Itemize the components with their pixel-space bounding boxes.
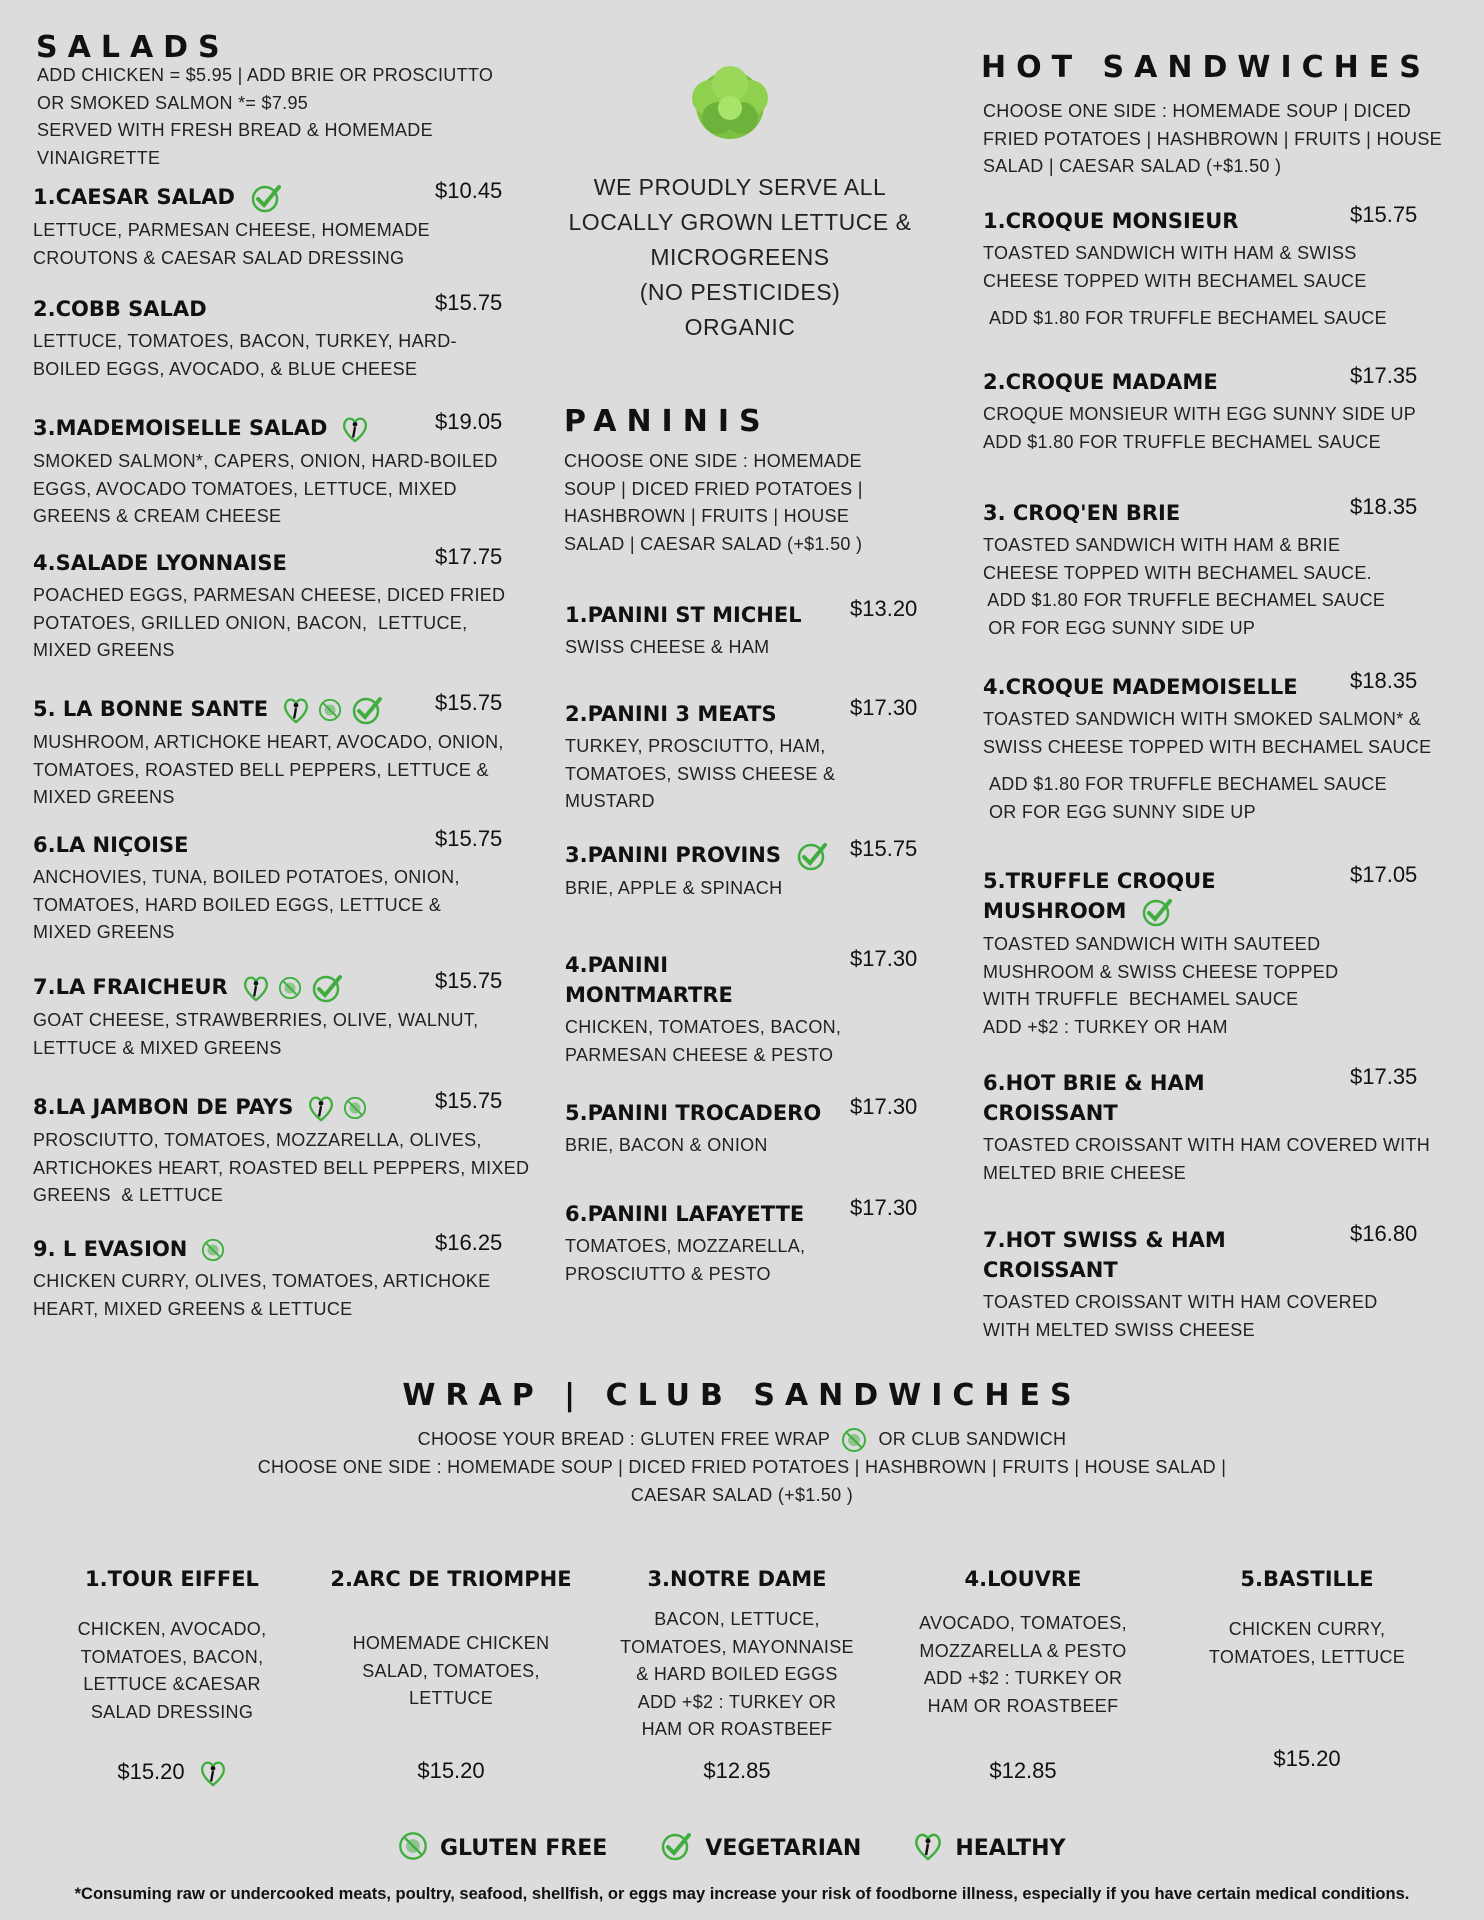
item-name: 7.HOT SWISS & HAM CROISSANT bbox=[983, 1228, 1226, 1282]
hot-item bbox=[983, 668, 1453, 826]
extra-line: ADD $1.80 FOR TRUFFLE BECHAMEL SAUCE bbox=[989, 774, 1387, 794]
item-description bbox=[565, 733, 935, 816]
wrap-item bbox=[1172, 1564, 1442, 1771]
item-extra bbox=[983, 771, 1453, 826]
description-line: CHICKEN, TOMATOES, BACON, bbox=[565, 1017, 842, 1037]
wrap-bread-text-b: OR CLUB SANDWICH bbox=[878, 1429, 1067, 1449]
item-name-row bbox=[983, 367, 1330, 397]
item-name: 2.COBB SALAD bbox=[33, 297, 207, 321]
extra-line: OR FOR EGG SUNNY SIDE UP bbox=[989, 801, 1256, 822]
item-price: $17.30 bbox=[850, 695, 918, 720]
item-name: 6.PANINI LAFAYETTE bbox=[565, 1202, 805, 1226]
item-price: $15.20 bbox=[1273, 1746, 1341, 1771]
item-price: $17.75 bbox=[435, 544, 503, 569]
description-line: ADD $1.80 FOR TRUFFLE BECHAMEL SAUCE bbox=[983, 590, 1386, 610]
description-line: ANCHOVIES, TUNA, BOILED POTATOES, ONION, bbox=[33, 867, 460, 887]
intro-line: WE PROUDLY SERVE ALL bbox=[593, 174, 887, 200]
description-line: MELTED BRIE CHEESE bbox=[983, 1162, 1187, 1183]
item-name: 2.ARC DE TRIOMPHE bbox=[330, 1567, 572, 1591]
healthy-icon bbox=[282, 695, 310, 725]
description-line: MUSHROOM, ARTICHOKE HEART, AVOCADO, ONION, bbox=[33, 732, 504, 752]
panini-item bbox=[565, 1094, 935, 1160]
item-name-row bbox=[33, 1234, 415, 1264]
description-line: MIXED GREENS bbox=[33, 640, 175, 660]
item-name: 4.CROQUE MADEMOISELLE bbox=[983, 675, 1298, 699]
intro-line: LOCALLY GROWN LETTUCE & bbox=[568, 209, 912, 235]
item-price: $15.75 bbox=[1350, 202, 1418, 227]
item-price: $17.30 bbox=[850, 946, 918, 971]
hot-note-line: CHOOSE ONE SIDE : HOMEMADE SOUP | DICED bbox=[983, 101, 1412, 121]
salad-item bbox=[33, 290, 513, 383]
salads-note-line: OR SMOKED SALMON *= $7.95 bbox=[37, 92, 309, 113]
description-line: BRIE, BACON & ONION bbox=[565, 1135, 768, 1155]
description-line: LETTUCE bbox=[408, 1688, 494, 1708]
item-description bbox=[33, 1007, 513, 1062]
item-name: 1.TOUR EIFFEL bbox=[85, 1567, 259, 1591]
item-name: 5.PANINI TROCADERO bbox=[565, 1101, 822, 1125]
item-name: 6.HOT BRIE & HAM CROISSANT bbox=[983, 1071, 1205, 1125]
description-line: ADD +$2 : TURKEY OR bbox=[923, 1668, 1123, 1688]
item-name: 9. L EVASION bbox=[33, 1237, 188, 1261]
item-icons bbox=[282, 695, 384, 725]
item-description bbox=[33, 217, 513, 272]
item-name: 5.TRUFFLE CROQUE MUSHROOM bbox=[983, 869, 1216, 923]
wrap-item bbox=[37, 1564, 307, 1784]
item-name-row bbox=[983, 866, 1330, 927]
paninis-notes bbox=[564, 448, 904, 558]
legend-vegetarian: VEGETARIAN bbox=[705, 1836, 862, 1861]
hot-item bbox=[983, 1064, 1453, 1187]
gluten-free-icon bbox=[398, 1831, 428, 1866]
description-line: AVOCADO, TOMATOES, bbox=[919, 1613, 1127, 1633]
paninis-heading: PANINIS bbox=[564, 404, 771, 439]
item-name-row bbox=[33, 1092, 415, 1123]
wrap-bread-text-a: CHOOSE YOUR BREAD : GLUTEN FREE WRAP bbox=[417, 1429, 830, 1449]
healthy-icon bbox=[242, 973, 270, 1003]
description-line: HEART, MIXED GREENS & LETTUCE bbox=[33, 1298, 353, 1319]
wrap-item bbox=[602, 1564, 872, 1783]
item-price: $15.75 bbox=[435, 290, 503, 315]
description-line: PROSCIUTTO & PESTO bbox=[565, 1263, 771, 1284]
item-price: $10.45 bbox=[435, 178, 503, 203]
description-line: MUSHROOM & SWISS CHEESE TOPPED bbox=[983, 961, 1339, 982]
salad-item bbox=[33, 826, 513, 947]
item-name-row bbox=[33, 972, 415, 1003]
item-name: 5.BASTILLE bbox=[1240, 1567, 1374, 1591]
panini-item bbox=[565, 1195, 935, 1288]
item-description bbox=[983, 240, 1453, 295]
item-description bbox=[565, 1233, 935, 1288]
description-line: ADD +$2 : TURKEY OR HAM bbox=[983, 1016, 1228, 1037]
description-line: HAM OR ROASTBEEF bbox=[927, 1695, 1119, 1716]
salad-item bbox=[33, 544, 513, 665]
salad-item bbox=[33, 1088, 530, 1210]
item-name: 5. LA BONNE SANTE bbox=[33, 697, 269, 721]
panini-item bbox=[565, 836, 935, 903]
item-description bbox=[602, 1606, 872, 1744]
description-line: HAM OR ROASTBEEF bbox=[641, 1719, 833, 1739]
item-description bbox=[316, 1630, 586, 1713]
item-price: $15.75 bbox=[850, 836, 918, 861]
item-price: $15.75 bbox=[435, 690, 503, 715]
vegetarian-icon bbox=[1140, 897, 1174, 927]
description-line: MIXED GREENS bbox=[33, 787, 175, 807]
item-price: $15.75 bbox=[435, 968, 503, 993]
item-name-row bbox=[33, 830, 415, 860]
gluten-free-icon bbox=[201, 1238, 225, 1262]
description-line: SMOKED SALMON*, CAPERS, ONION, HARD-BOILED bbox=[33, 451, 498, 471]
item-name-row bbox=[983, 672, 1330, 702]
item-price: $15.75 bbox=[435, 826, 503, 851]
item-name-row bbox=[33, 294, 415, 324]
description-line: TOMATOES, SWISS CHEESE & bbox=[565, 763, 836, 784]
vegetarian-icon bbox=[795, 841, 829, 871]
item-price: $13.20 bbox=[850, 596, 918, 621]
salads-heading: SALADS bbox=[36, 30, 230, 65]
description-line: LETTUCE, TOMATOES, BACON, TURKEY, HARD- bbox=[33, 331, 457, 351]
item-description bbox=[33, 1268, 513, 1323]
description-line: GREENS & CREAM CHEESE bbox=[33, 506, 282, 526]
item-name-row bbox=[565, 1199, 830, 1229]
item-price: $15.20 bbox=[417, 1758, 485, 1783]
hot-item bbox=[983, 862, 1453, 1041]
item-price: $16.25 bbox=[435, 1230, 503, 1255]
description-line: CHEESE TOPPED WITH BECHAMEL SAUCE. bbox=[983, 562, 1372, 583]
item-description bbox=[565, 634, 935, 662]
description-line: WITH TRUFFLE BECHAMEL SAUCE bbox=[983, 989, 1299, 1009]
item-name-row bbox=[565, 950, 830, 1010]
item-description bbox=[565, 1014, 935, 1069]
item-name: 3.MADEMOISELLE SALAD bbox=[33, 416, 328, 440]
description-line: TOMATOES, BACON, bbox=[80, 1646, 264, 1667]
hot-note-line: FRIED POTATOES | HASHBROWN | FRUITS | HOUSE bbox=[983, 128, 1442, 149]
item-name-row bbox=[983, 1068, 1330, 1128]
salads-note-line: SERVED WITH FRESH BREAD & HOMEMADE bbox=[37, 120, 433, 140]
gluten-free-icon bbox=[278, 976, 302, 1000]
item-name-row bbox=[983, 206, 1330, 236]
description-line: MOZZARELLA & PESTO bbox=[919, 1640, 1127, 1661]
wrap-side-lines bbox=[0, 1454, 1484, 1509]
item-price: $17.35 bbox=[1350, 363, 1418, 388]
item-name-row bbox=[983, 1225, 1330, 1285]
item-name-row bbox=[565, 600, 830, 630]
salads-note-line: ADD CHICKEN = $5.95 | ADD BRIE OR PROSCIUTTO bbox=[37, 65, 494, 85]
vegetarian-icon bbox=[659, 1831, 693, 1866]
item-price-row bbox=[602, 1758, 872, 1784]
item-icons bbox=[242, 973, 344, 1003]
description-line: ADD $1.80 FOR TRUFFLE BECHAMEL SAUCE bbox=[983, 431, 1381, 452]
description-line: EGGS, AVOCADO TOMATOES, LETTUCE, MIXED bbox=[33, 478, 457, 499]
description-line: POTATOES, GRILLED ONION, BACON, LETTUCE, bbox=[33, 612, 468, 633]
panini-item bbox=[565, 695, 935, 816]
item-description bbox=[565, 875, 935, 903]
description-line: CROUTONS & CAESAR SALAD DRESSING bbox=[33, 247, 405, 268]
hot-sandwiches-heading: HOT SANDWICHES bbox=[981, 50, 1431, 85]
item-extra bbox=[983, 305, 1453, 333]
item-name-row bbox=[33, 694, 415, 725]
paninis-note-line: SOUP | DICED FRIED POTATOES | bbox=[564, 478, 863, 499]
item-price: $17.30 bbox=[850, 1195, 918, 1220]
description-line: LETTUCE, PARMESAN CHEESE, HOMEMADE bbox=[33, 220, 430, 240]
item-name: 3.PANINI PROVINS bbox=[565, 843, 782, 867]
item-name-row bbox=[565, 840, 830, 871]
item-icons bbox=[199, 1758, 227, 1788]
item-description bbox=[983, 931, 1453, 1041]
description-line: MIXED GREENS bbox=[33, 922, 175, 942]
item-price-row bbox=[316, 1758, 586, 1784]
salads-note-line: VINAIGRETTE bbox=[37, 147, 161, 168]
item-description bbox=[33, 328, 513, 383]
description-line: SALAD, TOMATOES, bbox=[362, 1660, 540, 1681]
item-name-row bbox=[983, 498, 1330, 528]
item-price: $18.35 bbox=[1350, 668, 1418, 693]
item-price: $17.05 bbox=[1350, 862, 1418, 887]
item-name: 1.PANINI ST MICHEL bbox=[565, 603, 802, 627]
item-description bbox=[33, 864, 513, 947]
item-name: 6.LA NIÇOISE bbox=[33, 833, 189, 857]
description-line: TOMATOES, LETTUCE bbox=[1208, 1646, 1406, 1667]
healthy-icon bbox=[913, 1830, 943, 1867]
item-price-row bbox=[37, 1758, 307, 1788]
item-name-row bbox=[33, 548, 415, 578]
gluten-free-icon bbox=[841, 1427, 867, 1453]
salad-item bbox=[33, 409, 513, 531]
intro-line: (NO PESTICIDES) bbox=[639, 279, 841, 305]
description-line: PARMESAN CHEESE & PESTO bbox=[565, 1044, 834, 1065]
description-line: CHICKEN CURRY, bbox=[1228, 1619, 1386, 1639]
item-name: 3.NOTRE DAME bbox=[647, 1567, 827, 1591]
description-line: POACHED EGGS, PARMESAN CHEESE, DICED FRIED bbox=[33, 585, 506, 605]
salad-item bbox=[33, 690, 513, 812]
item-icons bbox=[1140, 897, 1174, 927]
item-price: $17.35 bbox=[1350, 1064, 1418, 1089]
item-price: $12.85 bbox=[989, 1758, 1057, 1783]
legend-healthy: HEALTHY bbox=[955, 1836, 1066, 1861]
description-line: & HARD BOILED EGGS bbox=[636, 1664, 838, 1684]
description-line: GREENS & LETTUCE bbox=[33, 1185, 224, 1205]
item-description bbox=[888, 1610, 1158, 1720]
item-price-row bbox=[1172, 1746, 1442, 1772]
hot-item bbox=[983, 1221, 1453, 1344]
item-price: $12.85 bbox=[703, 1758, 771, 1783]
item-description bbox=[33, 1127, 530, 1210]
panini-item bbox=[565, 946, 935, 1069]
description-line: OR FOR EGG SUNNY SIDE UP bbox=[983, 617, 1256, 638]
description-line: PROSCIUTTO, TOMATOES, MOZZARELLA, OLIVES, bbox=[33, 1130, 482, 1150]
salad-item bbox=[33, 178, 513, 272]
item-description bbox=[1172, 1616, 1442, 1671]
vegetarian-icon bbox=[310, 973, 344, 1003]
description-line: HOMEMADE CHICKEN bbox=[352, 1633, 550, 1653]
gluten-free-icon bbox=[318, 698, 342, 722]
item-name-row bbox=[33, 182, 415, 213]
item-price: $19.05 bbox=[435, 409, 503, 434]
item-price: $18.35 bbox=[1350, 494, 1418, 519]
item-description bbox=[33, 729, 513, 812]
item-price: $17.30 bbox=[850, 1094, 918, 1119]
description-line: LETTUCE &CAESAR bbox=[83, 1674, 261, 1694]
wrap-club-heading: WRAP | CLUB SANDWICHES bbox=[402, 1378, 1082, 1413]
item-icons bbox=[795, 841, 829, 871]
item-description bbox=[565, 1132, 935, 1160]
intro-text bbox=[540, 170, 940, 345]
hot-item bbox=[983, 494, 1453, 642]
description-line: SWISS CHEESE & HAM bbox=[565, 637, 770, 657]
description-line: CHEESE TOPPED WITH BECHAMEL SAUCE bbox=[983, 270, 1367, 291]
description-line: BACON, LETTUCE, bbox=[654, 1609, 820, 1629]
vegetarian-icon bbox=[249, 183, 283, 213]
item-name: 4.SALADE LYONNAISE bbox=[33, 551, 287, 575]
description-line: TOMATOES, HARD BOILED EGGS, LETTUCE & bbox=[33, 894, 442, 915]
healthy-icon bbox=[307, 1093, 335, 1123]
description-line: TOMATOES, MAYONNAISE bbox=[620, 1636, 854, 1657]
item-icons bbox=[341, 414, 369, 444]
paninis-note-line: SALAD | CAESAR SALAD (+$1.50 ) bbox=[564, 533, 863, 554]
description-line: CROQUE MONSIEUR WITH EGG SUNNY SIDE UP bbox=[983, 404, 1417, 424]
vegetarian-icon bbox=[350, 695, 384, 725]
item-name-row bbox=[565, 1098, 830, 1128]
description-line: TOASTED SANDWICH WITH SAUTEED bbox=[983, 934, 1321, 954]
item-description bbox=[37, 1616, 307, 1726]
description-line: LETTUCE & MIXED GREENS bbox=[33, 1037, 282, 1058]
panini-item bbox=[565, 596, 935, 662]
item-name-row bbox=[33, 413, 415, 444]
description-line: TOASTED CROISSANT WITH HAM COVERED bbox=[983, 1292, 1378, 1312]
legend bbox=[398, 1830, 1066, 1867]
salad-item bbox=[33, 1230, 513, 1323]
description-line: SWISS CHEESE TOPPED WITH BECHAMEL SAUCE bbox=[983, 736, 1432, 757]
intro-line: ORGANIC bbox=[684, 314, 796, 340]
item-name: 1.CAESAR SALAD bbox=[33, 185, 235, 209]
disclaimer: *Consuming raw or undercooked meats, poultry, seafood, shellfish, or eggs may increase your risk of foodborne illness, especially if you have certain medical conditions. bbox=[74, 1885, 1410, 1903]
healthy-icon bbox=[341, 414, 369, 444]
description-line: TURKEY, PROSCIUTTO, HAM, bbox=[565, 736, 826, 756]
item-icons bbox=[307, 1093, 367, 1123]
wrap-bread-line bbox=[0, 1426, 1484, 1454]
salads-notes bbox=[37, 62, 537, 172]
item-price: $16.80 bbox=[1350, 1221, 1418, 1246]
hot-item bbox=[983, 363, 1453, 456]
item-name-row bbox=[565, 699, 830, 729]
extra-line: ADD $1.80 FOR TRUFFLE BECHAMEL SAUCE bbox=[989, 308, 1387, 328]
item-name: 2.CROQUE MADAME bbox=[983, 370, 1218, 394]
item-icons bbox=[249, 183, 283, 213]
description-line: TOASTED SANDWICH WITH HAM & BRIE bbox=[983, 535, 1341, 555]
description-line: ADD +$2 : TURKEY OR bbox=[637, 1691, 837, 1712]
item-price-row bbox=[888, 1758, 1158, 1784]
item-description bbox=[33, 448, 513, 531]
item-name: 8.LA JAMBON DE PAYS bbox=[33, 1095, 294, 1119]
description-line: TOASTED SANDWICH WITH SMOKED SALMON* & bbox=[983, 709, 1422, 729]
hot-notes bbox=[983, 98, 1463, 181]
wrap-side-line: CAESAR SALAD (+$1.50 ) bbox=[630, 1484, 854, 1505]
item-price: $15.20 bbox=[117, 1758, 185, 1784]
paninis-note-line: CHOOSE ONE SIDE : HOMEMADE bbox=[564, 451, 862, 471]
description-line: TOMATOES, ROASTED BELL PEPPERS, LETTUCE & bbox=[33, 759, 489, 780]
gluten-free-icon bbox=[343, 1096, 367, 1120]
description-line: SALAD DRESSING bbox=[90, 1701, 254, 1722]
item-description bbox=[983, 706, 1453, 761]
item-description bbox=[983, 1132, 1453, 1187]
description-line: ARTICHOKES HEART, ROASTED BELL PEPPERS, MIXED bbox=[33, 1157, 530, 1178]
description-line: TOASTED CROISSANT WITH HAM COVERED WITH bbox=[983, 1135, 1431, 1155]
description-line: BOILED EGGS, AVOCADO, & BLUE CHEESE bbox=[33, 358, 418, 379]
paninis-note-line: HASHBROWN | FRUITS | HOUSE bbox=[564, 506, 850, 526]
wrap-item bbox=[316, 1564, 586, 1783]
description-line: CHICKEN CURRY, OLIVES, TOMATOES, ARTICHOKE bbox=[33, 1271, 491, 1291]
description-line: BRIE, APPLE & SPINACH bbox=[565, 878, 783, 898]
description-line: WITH MELTED SWISS CHEESE bbox=[983, 1319, 1255, 1340]
item-description bbox=[33, 582, 513, 665]
item-name: 1.CROQUE MONSIEUR bbox=[983, 209, 1239, 233]
item-name: 4.LOUVRE bbox=[964, 1567, 1082, 1591]
item-description bbox=[983, 401, 1453, 456]
item-name: 4.PANINI MONTMARTRE bbox=[565, 953, 733, 1007]
hot-note-line: SALAD | CAESAR SALAD (+$1.50 ) bbox=[983, 156, 1282, 176]
legend-gluten-free: GLUTEN FREE bbox=[440, 1836, 608, 1861]
description-line: GOAT CHEESE, STRAWBERRIES, OLIVE, WALNUT, bbox=[33, 1010, 479, 1030]
item-name: 2.PANINI 3 MEATS bbox=[565, 702, 777, 726]
description-line: MUSTARD bbox=[565, 791, 655, 811]
healthy-icon bbox=[199, 1758, 227, 1788]
lettuce-image bbox=[680, 60, 780, 150]
description-line: TOASTED SANDWICH WITH HAM & SWISS bbox=[983, 243, 1357, 263]
wrap-item bbox=[888, 1564, 1158, 1783]
description-line: TOMATOES, MOZZARELLA, bbox=[565, 1236, 806, 1256]
item-name: 3. CROQ'EN BRIE bbox=[983, 501, 1181, 525]
item-description bbox=[983, 532, 1453, 642]
item-price: $15.75 bbox=[435, 1088, 503, 1113]
hot-item bbox=[983, 202, 1453, 333]
item-name: 7.LA FRAICHEUR bbox=[33, 975, 228, 999]
item-description bbox=[983, 1289, 1453, 1344]
salad-item bbox=[33, 968, 513, 1062]
wrap-side-line: CHOOSE ONE SIDE : HOMEMADE SOUP | DICED FRIED POTATOES | HASHBROWN | FRUITS | HOUSE SALAD | bbox=[257, 1457, 1227, 1477]
description-line: CHICKEN, AVOCADO, bbox=[77, 1619, 267, 1639]
intro-line: MICROGREENS bbox=[650, 244, 830, 270]
item-icons bbox=[201, 1238, 225, 1262]
